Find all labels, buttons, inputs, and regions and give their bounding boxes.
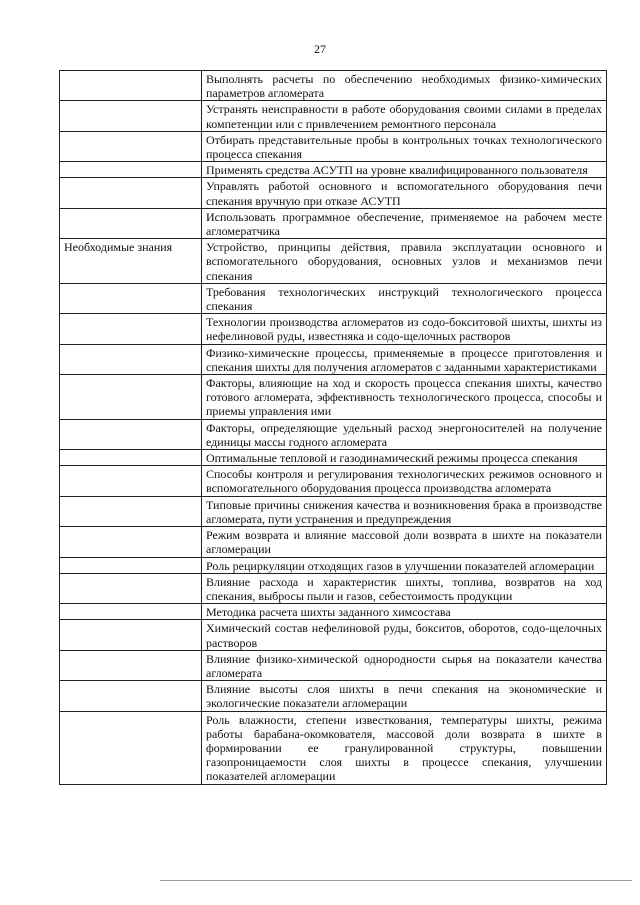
row-text-cell: Факторы, определяющие удельный расход энергоносителей на получение единицы массы годного агломерата <box>202 419 607 449</box>
table-row <box>60 419 607 449</box>
row-text-cell: Физико-химические процессы, применяемые в процессе приготовления и спекания шихты для получения агломератов с заданными характеристиками <box>202 344 607 374</box>
table-row <box>60 314 607 344</box>
table-body <box>60 71 607 785</box>
table-row <box>60 71 607 101</box>
row-text-cell: Методика расчета шихты заданного химсостава <box>202 604 607 620</box>
row-text-cell: Устранять неисправности в работе оборудования своими силами в пределах компетенции или с привлечением ремонтного персонала <box>202 101 607 131</box>
table-row <box>60 604 607 620</box>
row-text-cell: Устройство, принципы действия, правила эксплуатации основного и вспомогательного оборудования, основных узлов и механизмов печи спекания <box>202 239 607 284</box>
table-row <box>60 620 607 650</box>
row-text-cell: Отбирать представительные пробы в контрольных точках технологического процесса спекания <box>202 131 607 161</box>
row-label-cell <box>60 573 202 603</box>
row-text-cell: Факторы, влияющие на ход и скорость процесса спекания шихты, качество готового агломерата, эффективность технологического процесса, способы и приемы управления ими <box>202 375 607 420</box>
table-row <box>60 239 607 284</box>
row-label-cell <box>60 178 202 208</box>
table-row <box>60 283 607 313</box>
row-label-cell <box>60 496 202 526</box>
table-row <box>60 208 607 238</box>
row-text-cell: Оптимальные тепловой и газодинамический режимы процесса спекания <box>202 450 607 466</box>
row-text-cell: Применять средства АСУТП на уровне квалифицированного пользователя <box>202 162 607 178</box>
row-label-cell <box>60 450 202 466</box>
row-text-cell: Влияние физико-химической однородности сырья на показатели качества агломерата <box>202 650 607 680</box>
row-label-cell <box>60 466 202 496</box>
table-row <box>60 162 607 178</box>
table-row <box>60 101 607 131</box>
row-label-cell <box>60 131 202 161</box>
row-label-cell <box>60 620 202 650</box>
table-row <box>60 450 607 466</box>
row-label-cell <box>60 419 202 449</box>
row-label-cell: Необходимые знания <box>60 239 202 284</box>
table-row <box>60 496 607 526</box>
table-row <box>60 650 607 680</box>
row-text-cell: Использовать программное обеспечение, применяемое на рабочем месте агломератчика <box>202 208 607 238</box>
page-number: 27 <box>314 42 326 56</box>
row-label-cell <box>60 283 202 313</box>
table-row <box>60 466 607 496</box>
row-label-cell <box>60 162 202 178</box>
table-row <box>60 573 607 603</box>
table-row <box>60 711 607 784</box>
row-text-cell: Влияние расхода и характеристик шихты, топлива, возвратов на ход спекания, выбросы пыли и газов, себестоимость продукции <box>202 573 607 603</box>
table-row <box>60 344 607 374</box>
row-label-cell <box>60 375 202 420</box>
row-text-cell: Способы контроля и регулирования технологических режимов основного и вспомогательного оборудования процесса производства агломерата <box>202 466 607 496</box>
page-bottom-line <box>160 880 632 881</box>
document-table <box>59 70 607 785</box>
row-label-cell <box>60 101 202 131</box>
row-text-cell: Технологии производства агломератов из содо-бокситовой шихты, шихты из нефелиновой руды, известняка и содо-щелочных растворов <box>202 314 607 344</box>
row-text-cell: Требования технологических инструкций технологического процесса спекания <box>202 283 607 313</box>
table-row <box>60 527 607 557</box>
row-text-cell: Выполнять расчеты по обеспечению необходимых физико-химических параметров агломерата <box>202 71 607 101</box>
row-label-cell <box>60 604 202 620</box>
row-label-cell <box>60 314 202 344</box>
row-label-cell <box>60 650 202 680</box>
row-label-cell <box>60 527 202 557</box>
row-text-cell: Влияние высоты слоя шихты в печи спекания на экономические и экологические показатели агломерации <box>202 681 607 711</box>
table-row <box>60 178 607 208</box>
table-row <box>60 131 607 161</box>
row-text-cell: Управлять работой основного и вспомогательного оборудования печи спекания вручную при отказе АСУТП <box>202 178 607 208</box>
row-text-cell: Роль влажности, степени известкования, температуры шихты, режима работы барабана-окомкователя, массовой доли возврата в шихте в формировании ее гранулированной структуры, повышении газопроницаемости слоя шихты в процессе спекания, улучшении показателей агломерации <box>202 711 607 784</box>
row-text-cell: Типовые причины снижения качества и возникновения брака в производстве агломерата, пути устранения и предупреждения <box>202 496 607 526</box>
table-row <box>60 681 607 711</box>
row-label-cell <box>60 557 202 573</box>
row-text-cell: Роль рециркуляции отходящих газов в улучшении показателей агломерации <box>202 557 607 573</box>
row-label-cell <box>60 344 202 374</box>
row-label-cell <box>60 711 202 784</box>
row-label-cell <box>60 208 202 238</box>
row-label-cell <box>60 71 202 101</box>
row-label-cell <box>60 681 202 711</box>
row-text-cell: Режим возврата и влияние массовой доли возврата в шихте на показатели агломерации <box>202 527 607 557</box>
table-row <box>60 557 607 573</box>
table-row <box>60 375 607 420</box>
row-text-cell: Химический состав нефелиновой руды, бокситов, оборотов, содо-щелочных растворов <box>202 620 607 650</box>
